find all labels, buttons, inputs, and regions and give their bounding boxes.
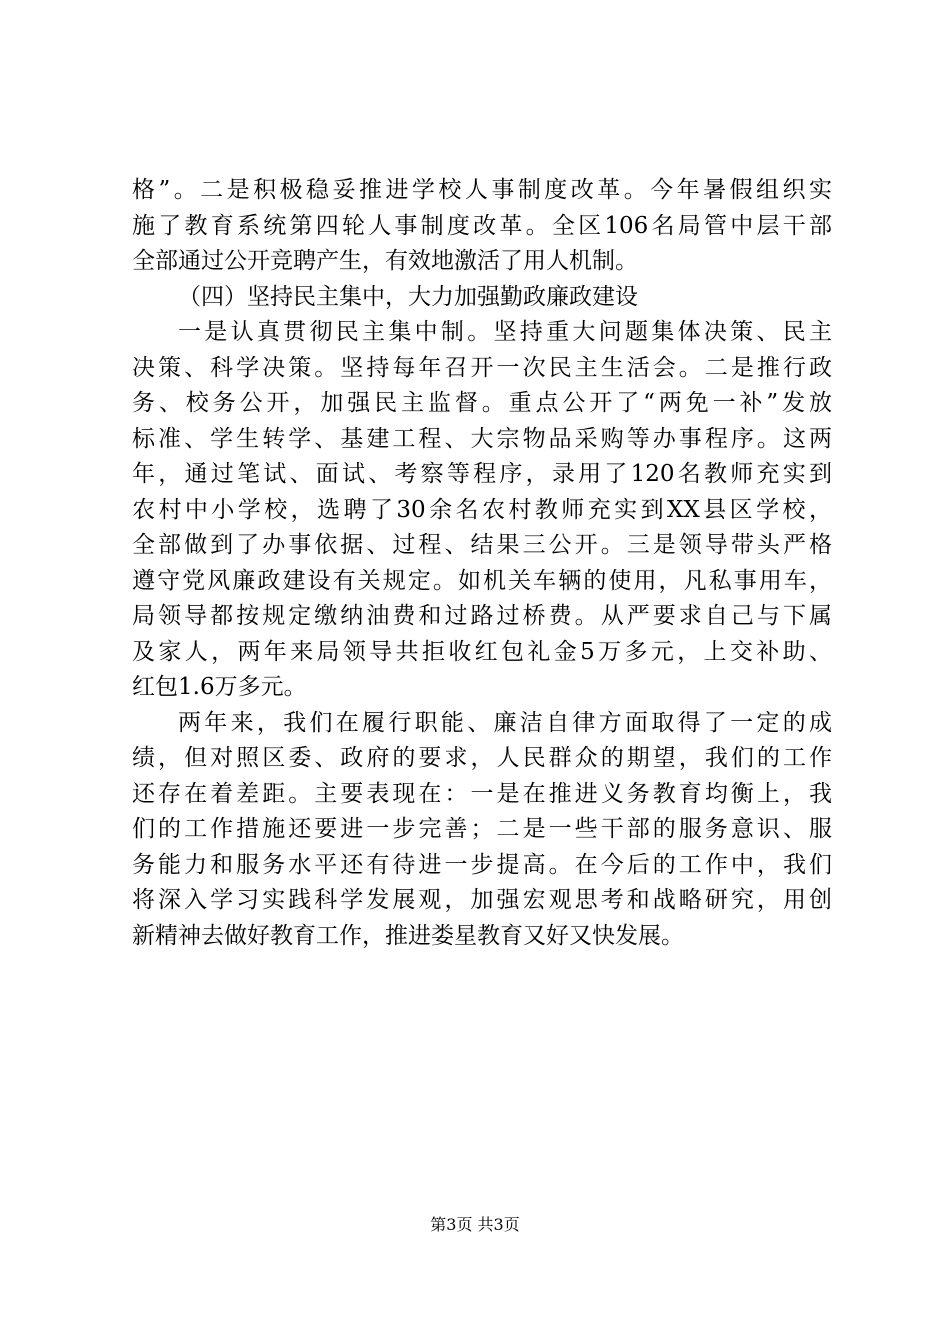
text-line: 施了教育系统第四轮人事制度改革。全区106名局管中层干部	[132, 212, 832, 239]
text-line: 局领导都按规定缴纳油费和过路过桥费。从严要求自己与下属	[132, 603, 832, 629]
text-line: 一是认真贯彻民主集中制。坚持重大问题集体决策、民主	[178, 319, 832, 345]
text-line: 红包1.6万多元。	[132, 674, 307, 700]
text-line: 遵守党风廉政建设有关规定。如机关车辆的使用，凡私事用车，	[132, 567, 832, 594]
page-footer: 第3页 共3页	[430, 1215, 520, 1234]
text-line: 将深入学习实践科学发展观，加强宏观思考和战略研究，用创	[132, 887, 832, 913]
text-line: 新精神去做好教育工作，推进娄星教育又好又快发展。	[132, 922, 684, 949]
text-line: 及家人，两年来局领导共拒收红包礼金5万多元，上交补助、	[132, 638, 832, 665]
text-line: 两年来，我们在履行职能、廉洁自律方面取得了一定的成	[178, 709, 832, 736]
text-line: 全部做到了办事依据、过程、结果三公开。三是领导带头严格	[132, 532, 832, 558]
text-line: 格”。二是积极稳妥推进学校人事制度改革。今年暑假组织实	[132, 177, 832, 203]
text-line: 还存在着差距。主要表现在：一是在推进义务教育均衡上，我	[132, 780, 832, 807]
text-line: 们的工作措施还要进一步完善；二是一些干部的服务意识、服	[132, 816, 832, 842]
document-body	[132, 173, 832, 954]
text-line: 农村中小学校，选聘了30余名农村教师充实到XX县区学校，	[132, 496, 832, 523]
text-line: 全部通过公开竞聘产生，有效地激活了用人机制。	[132, 248, 638, 274]
text-line: 年，通过笔试、面试、考察等程序，录用了120名教师充实到	[132, 461, 832, 487]
text-line: 标准、学生转学、基建工程、大宗物品采购等办事程序。这两	[132, 425, 832, 452]
text-line: 绩，但对照区委、政府的要求，人民群众的期望，我们的工作	[132, 745, 832, 771]
section-heading: （四）坚持民主集中，大力加强勤政廉政建设	[178, 283, 638, 310]
text-line: 务能力和服务水平还有待进一步提高。在今后的工作中，我们	[132, 851, 832, 878]
text-line: 决策、科学决策。坚持每年召开一次民主生活会。二是推行政	[132, 354, 832, 381]
text-line: 务、校务公开，加强民主监督。重点公开了“两免一补”发放	[132, 390, 832, 416]
